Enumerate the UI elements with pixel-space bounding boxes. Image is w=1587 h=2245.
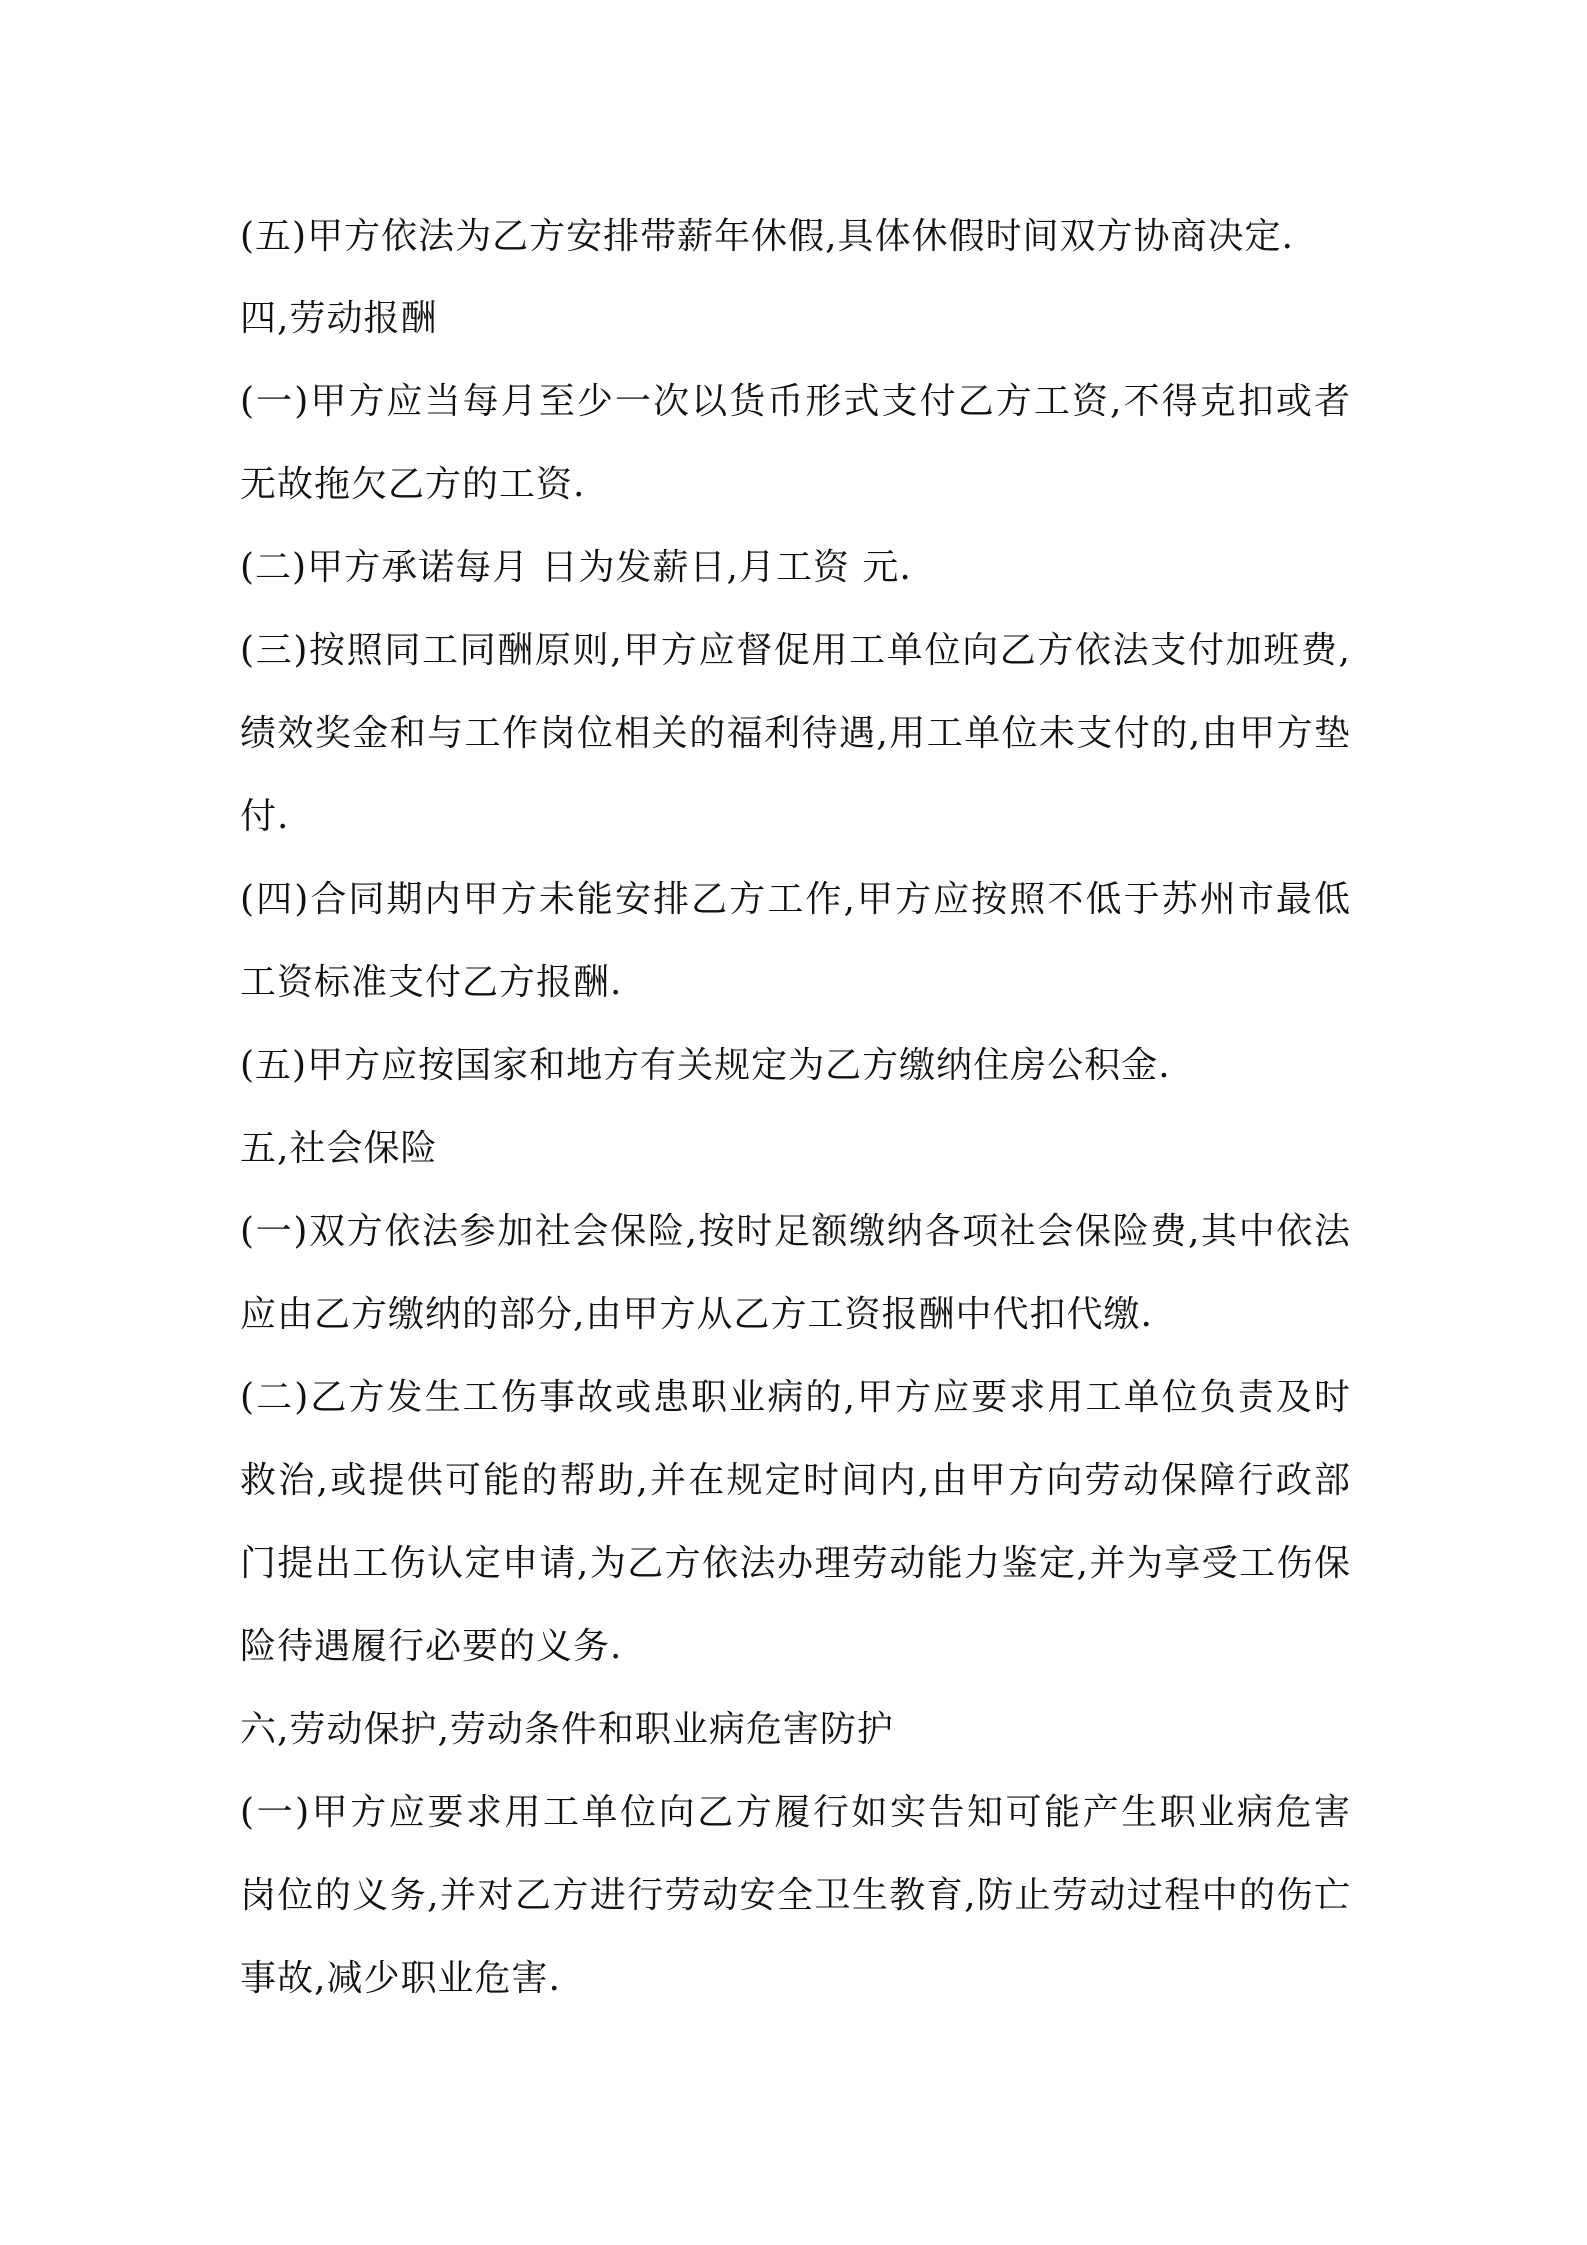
- text-line: (二)甲方承诺每月 日为发薪日,月工资 元.: [240, 547, 912, 588]
- text-line: 无故拖欠乙方的工资.: [240, 464, 586, 505]
- text-line: (二)乙方发生工伤事故或患职业病的,甲方应要求用工单位负责及时: [240, 1377, 1350, 1418]
- text-line: 工资标准支付乙方报酬.: [240, 962, 623, 1003]
- section-heading: 六,劳动保护,劳动条件和职业病危害防护: [240, 1709, 894, 1750]
- text-line: 岗位的义务,并对乙方进行劳动安全卫生教育,防止劳动过程中的伤亡: [240, 1875, 1350, 1916]
- text-line: (五)甲方依法为乙方安排带薪年休假,具体休假时间双方协商决定.: [240, 216, 1294, 257]
- text-line: (一)甲方应当每月至少一次以货币形式支付乙方工资,不得克扣或者: [240, 381, 1350, 422]
- section-heading: 五,社会保险: [240, 1128, 438, 1169]
- text-line: 应由乙方缴纳的部分,由甲方从乙方工资报酬中代扣代缴.: [240, 1294, 1153, 1335]
- text-line: 绩效奖金和与工作岗位相关的福利待遇,用工单位未支付的,由甲方垫: [240, 713, 1350, 754]
- section-heading: 四,劳动报酬: [240, 298, 438, 339]
- text-line: 付.: [240, 796, 290, 837]
- text-line: 事故,减少职业危害.: [240, 1958, 561, 1999]
- text-line: (三)按照同工同酬原则,甲方应督促用工单位向乙方依法支付加班费,: [240, 630, 1350, 671]
- text-line: (一)双方依法参加社会保险,按时足额缴纳各项社会保险费,其中依法: [240, 1211, 1350, 1252]
- text-line: 险待遇履行必要的义务.: [240, 1626, 623, 1667]
- text-line: 救治,或提供可能的帮助,并在规定时间内,由甲方向劳动保障行政部: [240, 1460, 1350, 1501]
- text-line: 门提出工伤认定申请,为乙方依法办理劳动能力鉴定,并为享受工伤保: [240, 1543, 1350, 1584]
- text-line: (四)合同期内甲方未能安排乙方工作,甲方应按照不低于苏州市最低: [240, 879, 1350, 920]
- text-line: (五)甲方应按国家和地方有关规定为乙方缴纳住房公积金.: [240, 1045, 1171, 1086]
- text-line: (一)甲方应要求用工单位向乙方履行如实告知可能产生职业病危害: [240, 1792, 1350, 1833]
